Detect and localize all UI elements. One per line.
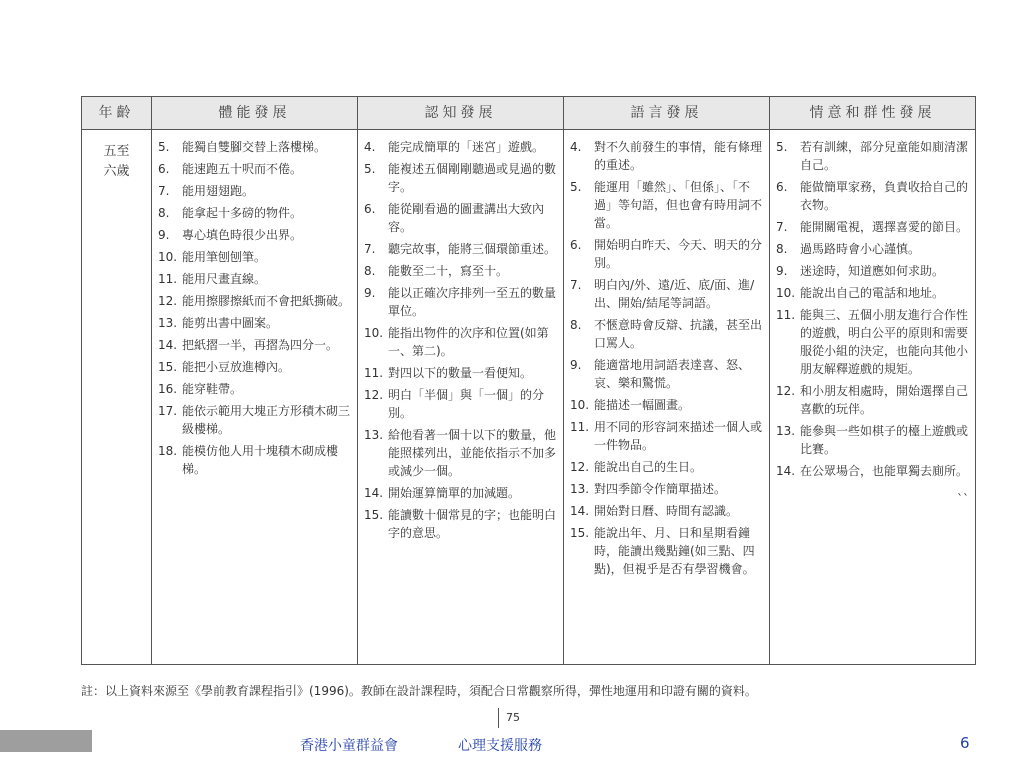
item-number: 14. bbox=[776, 464, 796, 478]
item-text: 能說出年、月、日和星期看鐘時，能讀出幾點鐘(如三點、四點)，但視乎是否有學習機會。 bbox=[594, 526, 755, 576]
item-text: 和小朋友相處時，開始選擇自己喜歡的玩伴。 bbox=[800, 384, 969, 416]
list-item bbox=[364, 364, 557, 382]
development-table bbox=[81, 96, 976, 665]
list-item bbox=[776, 462, 969, 480]
item-number: 6. bbox=[570, 238, 582, 252]
item-text: 能描述一幅圖畫。 bbox=[594, 398, 691, 412]
item-number: 18. bbox=[158, 444, 178, 458]
language-column bbox=[564, 130, 770, 665]
item-text: 能從剛看過的圖畫講出大致內容。 bbox=[388, 202, 545, 234]
list-item bbox=[364, 426, 557, 480]
list-item bbox=[776, 240, 969, 258]
item-number: 5. bbox=[364, 162, 376, 176]
item-number: 9. bbox=[776, 264, 788, 278]
item-number: 13. bbox=[158, 316, 178, 330]
list-item bbox=[364, 160, 557, 196]
list-item bbox=[158, 160, 351, 178]
age-label: 五至 六歲 bbox=[103, 144, 130, 179]
footer-bar bbox=[0, 730, 92, 752]
item-text: 不愜意時會反辯、抗議，甚至出口罵人。 bbox=[594, 318, 763, 350]
header-physical: 體能發展 bbox=[152, 97, 358, 130]
list-item bbox=[570, 418, 763, 454]
item-text: 在公眾場合，也能單獨去廁所。 bbox=[800, 464, 969, 478]
item-text: 能拿起十多磅的物件。 bbox=[182, 206, 303, 220]
list-item bbox=[570, 524, 763, 578]
list-item bbox=[776, 138, 969, 174]
item-text: 能依示範用大塊正方形積木砌三級樓梯。 bbox=[182, 404, 351, 436]
item-text: 對四季節令作簡單描述。 bbox=[594, 482, 727, 496]
table-row bbox=[82, 130, 976, 665]
list-item bbox=[158, 204, 351, 222]
item-number: 16. bbox=[158, 382, 178, 396]
item-number: 15. bbox=[570, 526, 590, 540]
item-text: 能運用「雖然」、「但係」、「不過」等句語，但也會有時用詞不當。 bbox=[594, 180, 763, 230]
item-number: 9. bbox=[570, 358, 582, 372]
item-text: 能穿鞋帶。 bbox=[182, 382, 243, 396]
trailing-mark: `` bbox=[957, 492, 969, 506]
page-number: 75 bbox=[506, 711, 520, 724]
item-number: 8. bbox=[570, 318, 582, 332]
item-text: 能用筆刨刨筆。 bbox=[182, 250, 267, 264]
list-item bbox=[158, 442, 351, 478]
item-number: 6. bbox=[364, 202, 376, 216]
item-text: 對四以下的數量一看便知。 bbox=[388, 366, 533, 380]
list-item bbox=[364, 506, 557, 542]
item-number: 15. bbox=[364, 508, 384, 522]
physical-column bbox=[152, 130, 358, 665]
item-number: 9. bbox=[158, 228, 170, 242]
item-text: 開始對日曆、時間有認識。 bbox=[594, 504, 739, 518]
list-item bbox=[364, 324, 557, 360]
slide-number: 6 bbox=[960, 734, 970, 752]
item-number: 13. bbox=[364, 428, 384, 442]
list-item bbox=[570, 178, 763, 232]
item-text: 對不久前發生的事情，能有條理的重述。 bbox=[594, 140, 763, 172]
list-item bbox=[364, 200, 557, 236]
item-number: 5. bbox=[776, 140, 788, 154]
footnote: 註：以上資料來源至《學前教育課程指引》(1996)。教師在設計課程時，須配合日常觀察所得，彈性地運用和印證有關的資料。 bbox=[81, 684, 757, 698]
item-text: 能模仿他人用十塊積木砌成樓梯。 bbox=[182, 444, 339, 476]
social-emotional-column bbox=[770, 130, 976, 665]
item-text: 專心填色時很少出界。 bbox=[182, 228, 303, 242]
list-item bbox=[570, 276, 763, 312]
item-number: 10. bbox=[364, 326, 384, 340]
item-number: 12. bbox=[158, 294, 178, 308]
item-text: 能數至二十，寫至十。 bbox=[388, 264, 509, 278]
table-header-row bbox=[82, 97, 976, 130]
list-item bbox=[776, 422, 969, 458]
item-text: 能說出自己的電話和地址。 bbox=[800, 286, 945, 300]
list-item bbox=[570, 502, 763, 520]
item-text: 能複述五個剛剛聽過或見過的數字。 bbox=[388, 162, 557, 194]
list-item bbox=[158, 138, 351, 156]
list-item bbox=[364, 138, 557, 156]
item-number: 12. bbox=[776, 384, 796, 398]
item-text: 能與三、五個小朋友進行合作性的遊戲，明白公平的原則和需要服從小組的決定，也能向其他小朋友解釋遊戲的規矩。 bbox=[800, 308, 969, 376]
header-language: 語言發展 bbox=[564, 97, 770, 130]
item-number: 4. bbox=[364, 140, 376, 154]
item-number: 10. bbox=[158, 250, 178, 264]
list-item bbox=[158, 314, 351, 332]
item-text: 能用尺畫直線。 bbox=[182, 272, 267, 286]
item-number: 13. bbox=[776, 424, 796, 438]
item-number: 12. bbox=[364, 388, 384, 402]
item-number: 9. bbox=[364, 286, 376, 300]
item-text: 開始運算簡單的加減題。 bbox=[388, 486, 521, 500]
item-text: 明白「半個」與「一個」的分別。 bbox=[388, 388, 545, 420]
item-number: 6. bbox=[776, 180, 788, 194]
list-item bbox=[570, 458, 763, 476]
item-text: 能完成簡單的「迷宮」遊戲。 bbox=[388, 140, 545, 154]
item-text: 能開關電視，選擇喜愛的節目。 bbox=[800, 220, 969, 234]
item-number: 11. bbox=[364, 366, 384, 380]
item-text: 能用翅翅跑。 bbox=[182, 184, 255, 198]
item-text: 開始明白昨天、今天、明天的分別。 bbox=[594, 238, 763, 270]
list-item bbox=[158, 248, 351, 266]
item-number: 15. bbox=[158, 360, 178, 374]
item-number: 4. bbox=[570, 140, 582, 154]
item-number: 11. bbox=[776, 308, 796, 322]
list-item bbox=[364, 240, 557, 258]
item-text: 用不同的形容詞來描述一個人或一件物品。 bbox=[594, 420, 763, 452]
list-item bbox=[364, 484, 557, 502]
list-item bbox=[570, 356, 763, 392]
list-item bbox=[158, 292, 351, 310]
header-cognitive: 認知發展 bbox=[358, 97, 564, 130]
item-number: 6. bbox=[158, 162, 170, 176]
list-item bbox=[776, 178, 969, 214]
item-text: 能以正確次序排列一至五的數量單位。 bbox=[388, 286, 557, 318]
item-number: 17. bbox=[158, 404, 178, 418]
item-text: 給他看著一個十以下的數量，他能照樣列出，並能依指示不加多或減少一個。 bbox=[388, 428, 557, 478]
list-item bbox=[776, 284, 969, 302]
item-text: 過馬路時會小心謹慎。 bbox=[800, 242, 921, 256]
item-text: 能速跑五十呎而不倦。 bbox=[182, 162, 303, 176]
item-text: 能做簡單家務，負責收拾自己的衣物。 bbox=[800, 180, 969, 212]
item-text: 能讀數十個常見的字；也能明白字的意思。 bbox=[388, 508, 557, 540]
item-number: 12. bbox=[570, 460, 590, 474]
page-number-divider bbox=[498, 708, 499, 728]
item-text: 迷途時，知道應如何求助。 bbox=[800, 264, 945, 278]
item-number: 5. bbox=[158, 140, 170, 154]
list-item bbox=[776, 306, 969, 378]
list-item bbox=[158, 358, 351, 376]
item-number: 5. bbox=[570, 180, 582, 194]
list-item bbox=[158, 336, 351, 354]
header-age: 年齡 bbox=[82, 97, 152, 130]
item-text: 能說出自己的生日。 bbox=[594, 460, 703, 474]
item-number: 10. bbox=[776, 286, 796, 300]
footer-service: 心理支援服務 bbox=[458, 738, 542, 754]
item-number: 7. bbox=[776, 220, 788, 234]
item-number: 10. bbox=[570, 398, 590, 412]
list-item bbox=[364, 386, 557, 422]
list-item bbox=[570, 480, 763, 498]
item-text: 能把小豆放進樽內。 bbox=[182, 360, 291, 374]
list-item bbox=[364, 262, 557, 280]
item-number: 11. bbox=[570, 420, 590, 434]
item-text: 把紙摺一半，再摺為四分一。 bbox=[182, 338, 339, 352]
item-text: 能適當地用詞語表達喜、怒、哀、樂和驚慌。 bbox=[594, 358, 751, 390]
list-item bbox=[158, 402, 351, 438]
list-item bbox=[776, 218, 969, 236]
age-cell bbox=[82, 130, 152, 665]
item-text: 能剪出書中圖案。 bbox=[182, 316, 279, 330]
item-number: 14. bbox=[364, 486, 384, 500]
item-number: 8. bbox=[776, 242, 788, 256]
item-number: 13. bbox=[570, 482, 590, 496]
list-item bbox=[364, 284, 557, 320]
item-text: 能用擦膠擦紙而不會把紙撕破。 bbox=[182, 294, 351, 308]
item-number: 8. bbox=[158, 206, 170, 220]
list-item bbox=[570, 316, 763, 352]
item-number: 11. bbox=[158, 272, 178, 286]
list-item bbox=[776, 262, 969, 280]
item-number: 14. bbox=[570, 504, 590, 518]
item-text: 能指出物件的次序和位置(如第一、第二)。 bbox=[388, 326, 549, 358]
item-text: 能獨自雙腳交替上落樓梯。 bbox=[182, 140, 327, 154]
item-number: 7. bbox=[570, 278, 582, 292]
item-number: 8. bbox=[364, 264, 376, 278]
footer-organization: 香港小童群益會 bbox=[300, 738, 398, 754]
cognitive-column bbox=[358, 130, 564, 665]
list-item bbox=[570, 236, 763, 272]
list-item bbox=[158, 182, 351, 200]
list-item bbox=[158, 270, 351, 288]
list-item bbox=[776, 382, 969, 418]
item-text: 若有訓練，部分兒童能如廁清潔自己。 bbox=[800, 140, 969, 172]
list-item bbox=[158, 380, 351, 398]
list-item bbox=[570, 396, 763, 414]
header-social-emotional: 情意和群性發展 bbox=[770, 97, 976, 130]
item-text: 能參與一些如棋子的檯上遊戲或比賽。 bbox=[800, 424, 969, 456]
item-number: 14. bbox=[158, 338, 178, 352]
item-number: 7. bbox=[158, 184, 170, 198]
list-item bbox=[158, 226, 351, 244]
item-number: 7. bbox=[364, 242, 376, 256]
list-item bbox=[570, 138, 763, 174]
item-text: 聽完故事，能將三個環節重述。 bbox=[388, 242, 557, 256]
item-text: 明白內/外、遠/近、底/面、進/出、開始/結尾等詞語。 bbox=[594, 278, 755, 310]
